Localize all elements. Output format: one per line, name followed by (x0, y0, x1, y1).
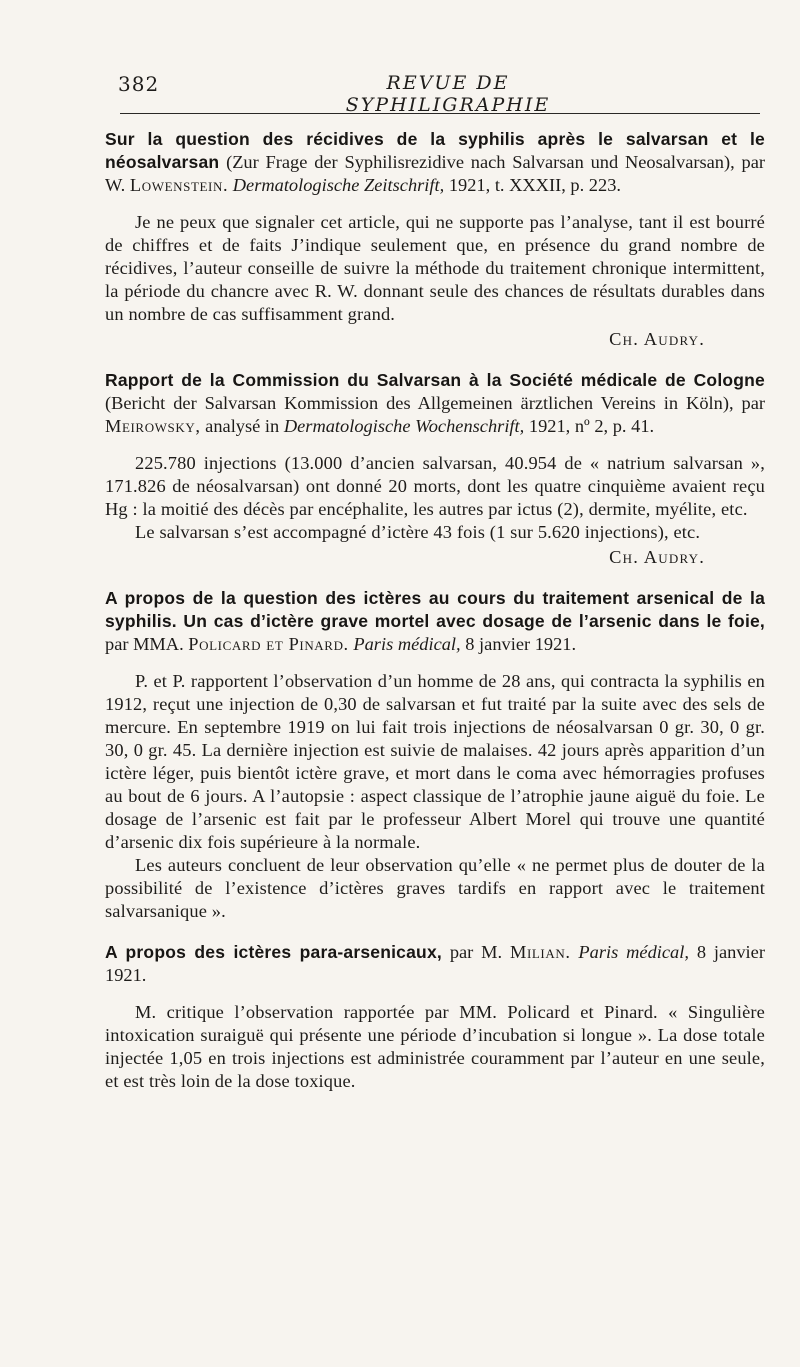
article-author: Lowenstein. (129, 175, 229, 195)
article-journal: Paris médical, (578, 942, 689, 962)
article-heading (105, 369, 765, 438)
article-reference-mid: analysé in (205, 416, 280, 436)
article-title: Rapport de la Commission du Salvarsan à la Société médicale de Cologne (105, 370, 765, 390)
article-heading (105, 587, 765, 656)
header-rule (120, 113, 760, 114)
article-paragraph: P. et P. rapportent l’observation d’un homme de 28 ans, qui contracta la syphilis en 1912, reçut une injection de 0,30 de salvarsan et fut traité par la suite avec des sels de mercure. En septembre 1919 on lui fait trois injections de néosalvarsan 0 gr. 30, 0 gr. 30, 0 gr. 45. La dernière injection est suivie de malaises. 42 jours après apparition d’un ictère léger, puis bientôt ictère grave, et mort dans le coma avec hémorragies profuses au bout de 6 jours. A l’autopsie : aspect classique de l’atrophie jaune aiguë du foie. Le dosage de l’arsenic est fait par le professeur Albert Morel qui trouve une quantité d’arsenic dix fois supérieure à la normale. (105, 671, 765, 852)
running-title: REVUE DE SYPHILIGRAPHIE (345, 72, 551, 116)
article-title: A propos de la question des ictères au cours du traitement arsenical de la syphilis. Un cas d’ictère grave mortel avec dosage de l’arsenic dans le foie, (105, 588, 765, 631)
article-commission-salvarsan (105, 369, 765, 569)
article-reference-end: 8 janvier 1921. (465, 634, 577, 654)
article-reference: (Zur Frage der Syphilisrezidive nach Salvarsan und Neosalvarsan), par W. (105, 152, 765, 195)
article-paragraph: Le salvarsan s’est accompagné d’ictère 43 fois (1 sur 5.620 injections), etc. (135, 522, 701, 542)
article-heading (105, 128, 765, 197)
article-author: Milian. (510, 942, 571, 962)
article-paragraph: Je ne peux que signaler cet article, qui ne supporte pas l’analyse, tant il est bourré de chiffres et de faits J’indique seulement que, en présence du grand nombre de récidives, l’auteur conseille de suivre la méthode du traitement chronique intermittent, la période du chancre avec R. W. donnant seule des chances de résultats durables dans un nombre de cas suffisamment grand. (105, 212, 765, 324)
article-icteres-para-arsenicaux (105, 941, 765, 1093)
article-reference-end: 1921, nº 2, p. 41. (528, 416, 655, 436)
page-content (105, 128, 765, 1093)
article-heading (105, 941, 765, 987)
article-journal: Dermatologische Wochenschrift, (283, 416, 525, 436)
article-title: A propos des ictères para-arsenicaux, (105, 942, 442, 962)
article-author: Policard et Pinard. (188, 634, 349, 654)
article-journal: Paris médical, (353, 634, 461, 654)
article-reference: par M. (449, 942, 503, 962)
article-reference-end: 8 janvier 1921. (105, 942, 765, 985)
article-recidives (105, 128, 765, 351)
article-paragraph: 225.780 injections (13.000 d’ancien salvarsan, 40.954 de « natrium salvarsan », 171.826 de néosalvarsan) ont donné 20 morts, dont les quatre cinquième avaient reçu Hg : la moitié des décès par encéphalite, les autres par ictus (2), dermite, myélite, etc. (105, 453, 765, 519)
article-reference: par MMA. (105, 634, 184, 654)
article-author: Meirowsky, (105, 416, 201, 436)
page-number: 382 (118, 72, 160, 96)
article-signature: Ch. Audry. (609, 329, 705, 349)
article-paragraph: Les auteurs concluent de leur observation qu’elle « ne permet plus de douter de la possibilité de l’existence d’ictères graves tardifs en rapport avec le traitement salvarsanique ». (105, 855, 765, 921)
article-title: Sur la question des récidives de la syphilis après le salvarsan et le néosalvarsan (105, 129, 765, 172)
article-signature: Ch. Audry. (609, 547, 705, 567)
article-reference: (Bericht der Salvarsan Kommission des Allgemeinen ärztlichen Vereins in Köln), par (105, 393, 765, 413)
article-icteres-arsenical (105, 587, 765, 923)
article-journal: Dermatologische Zeitschrift, (232, 175, 445, 195)
article-reference-end: 1921, t. XXXII, p. 223. (448, 175, 621, 195)
page-header (118, 72, 762, 116)
article-paragraph: M. critique l’observation rapportée par MM. Policard et Pinard. « Singulière intoxication suraiguë qui présente une période d’incubation si longue ». La dose totale injectée 1,05 en trois injections est administrée couramment par l’auteur en une seule, et est très loin de la dose toxique. (105, 1002, 765, 1091)
